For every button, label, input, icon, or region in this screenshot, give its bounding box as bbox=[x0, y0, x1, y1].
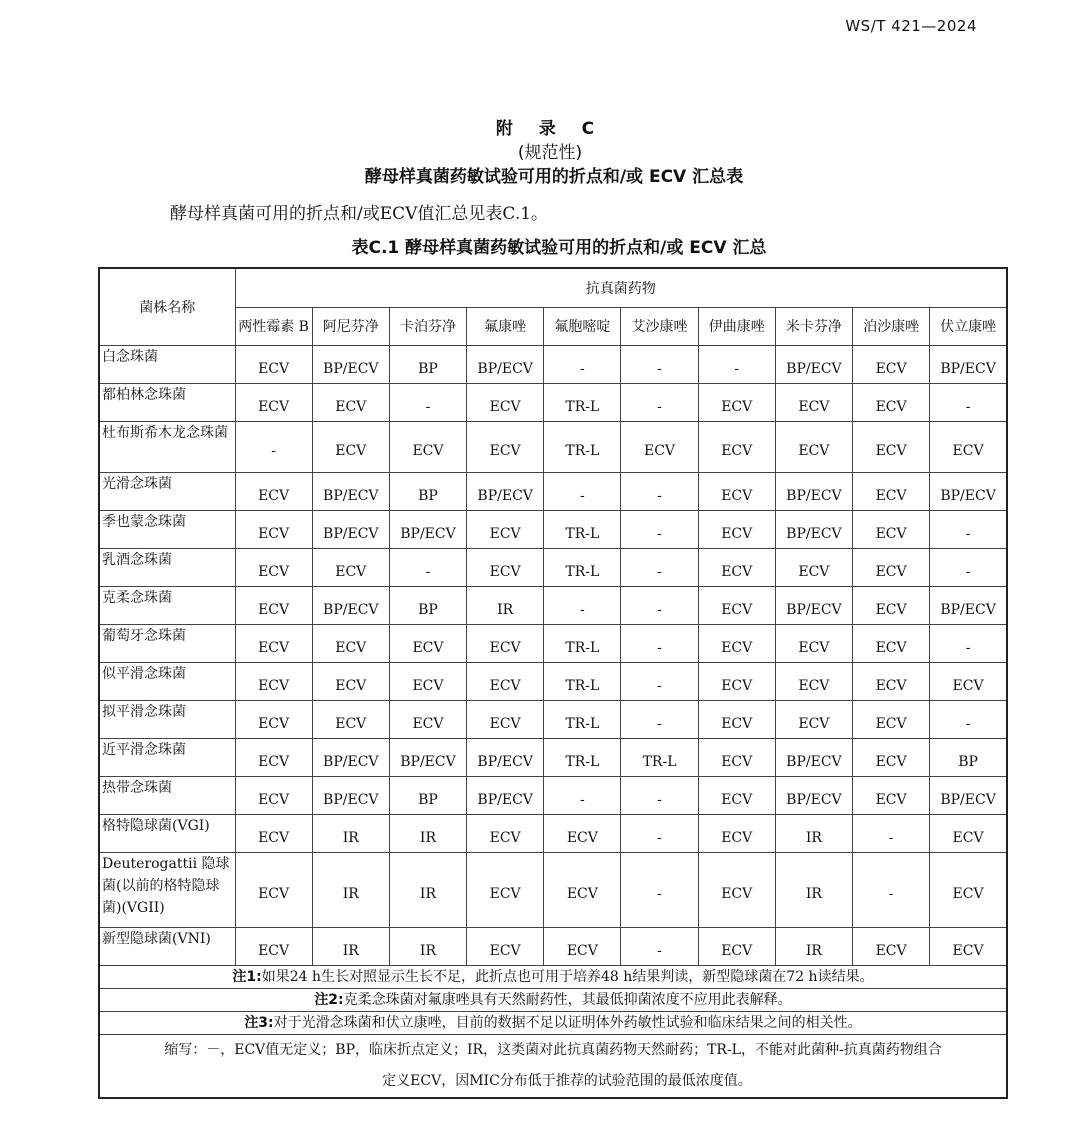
result-cell: BP/ECV bbox=[312, 739, 389, 777]
result-cell: IR bbox=[389, 928, 466, 966]
note-label: 注1: bbox=[232, 969, 262, 985]
result-cell: BP/ECV bbox=[930, 473, 1007, 511]
result-cell: IR bbox=[312, 853, 389, 928]
result-cell: TR-L bbox=[544, 422, 621, 473]
table-row bbox=[99, 815, 1007, 853]
note-row bbox=[99, 966, 1007, 989]
table-row bbox=[99, 739, 1007, 777]
result-cell: ECV bbox=[853, 777, 930, 815]
result-cell: ECV bbox=[853, 625, 930, 663]
strain-name: 似平滑念珠菌 bbox=[99, 663, 235, 701]
result-cell: ECV bbox=[389, 422, 466, 473]
result-cell: BP/ECV bbox=[930, 777, 1007, 815]
drug-group-header: 抗真菌药物 bbox=[235, 268, 1007, 307]
result-cell: - bbox=[621, 928, 698, 966]
strain-name: 拟平滑念珠菌 bbox=[99, 701, 235, 739]
result-cell: ECV bbox=[235, 777, 312, 815]
result-cell: ECV bbox=[930, 815, 1007, 853]
result-cell: - bbox=[621, 625, 698, 663]
result-cell: BP/ECV bbox=[775, 511, 852, 549]
result-cell: ECV bbox=[467, 663, 544, 701]
result-cell: ECV bbox=[698, 625, 775, 663]
normative-label: (规范性) bbox=[517, 143, 583, 163]
result-cell: ECV bbox=[544, 928, 621, 966]
drug-header: 米卡芬净 bbox=[775, 307, 852, 346]
result-cell: BP/ECV bbox=[930, 346, 1007, 384]
result-cell: IR bbox=[312, 815, 389, 853]
drug-header: 艾沙康唑 bbox=[621, 307, 698, 346]
result-cell: ECV bbox=[389, 625, 466, 663]
result-cell: ECV bbox=[930, 928, 1007, 966]
result-cell: IR bbox=[775, 815, 852, 853]
result-cell: ECV bbox=[235, 473, 312, 511]
table-row bbox=[99, 663, 1007, 701]
result-cell: ECV bbox=[312, 384, 389, 422]
result-cell: BP/ECV bbox=[312, 511, 389, 549]
result-cell: ECV bbox=[467, 815, 544, 853]
result-cell: - bbox=[621, 511, 698, 549]
result-cell: ECV bbox=[389, 701, 466, 739]
result-cell: ECV bbox=[698, 815, 775, 853]
document-number: WS/T 421—2024 bbox=[845, 17, 977, 35]
result-cell: ECV bbox=[775, 422, 852, 473]
result-cell: ECV bbox=[312, 422, 389, 473]
result-cell: ECV bbox=[698, 384, 775, 422]
note-body: 克柔念珠菌对氟康唑具有天然耐药性，其最低抑菌浓度不应用此表解释。 bbox=[343, 992, 792, 1008]
result-cell: - bbox=[544, 777, 621, 815]
result-cell: ECV bbox=[698, 701, 775, 739]
strain-name: 热带念珠菌 bbox=[99, 777, 235, 815]
result-cell: ECV bbox=[698, 663, 775, 701]
table-row bbox=[99, 853, 1007, 928]
note-label: 注2: bbox=[314, 992, 344, 1008]
result-cell: - bbox=[621, 815, 698, 853]
result-cell: BP/ECV bbox=[930, 587, 1007, 625]
result-cell: - bbox=[621, 587, 698, 625]
strain-name: 新型隐球菌(VNI) bbox=[99, 928, 235, 966]
table-row bbox=[99, 473, 1007, 511]
table-row bbox=[99, 587, 1007, 625]
table-row bbox=[99, 384, 1007, 422]
result-cell: ECV bbox=[312, 701, 389, 739]
result-cell: - bbox=[930, 511, 1007, 549]
result-cell: - bbox=[621, 384, 698, 422]
result-cell: - bbox=[389, 549, 466, 587]
result-cell: BP bbox=[389, 346, 466, 384]
drug-header: 两性霉素 B bbox=[235, 307, 312, 346]
result-cell: ECV bbox=[698, 777, 775, 815]
abbreviation-text bbox=[99, 1035, 1007, 1099]
result-cell: ECV bbox=[698, 587, 775, 625]
result-cell: ECV bbox=[853, 384, 930, 422]
abbreviation-line-2: 定义ECV，因MIC分布低于推荐的试验范围的最低浓度值。 bbox=[382, 1073, 752, 1089]
result-cell: - bbox=[930, 701, 1007, 739]
drug-header: 氟康唑 bbox=[467, 307, 544, 346]
result-cell: BP/ECV bbox=[467, 473, 544, 511]
result-cell: ECV bbox=[775, 384, 852, 422]
result-cell: ECV bbox=[853, 422, 930, 473]
result-cell: ECV bbox=[467, 511, 544, 549]
result-cell: TR-L bbox=[544, 663, 621, 701]
result-cell: ECV bbox=[775, 663, 852, 701]
table-row bbox=[99, 928, 1007, 966]
result-cell: - bbox=[930, 625, 1007, 663]
strain-name: 光滑念珠菌 bbox=[99, 473, 235, 511]
result-cell: BP/ECV bbox=[312, 587, 389, 625]
result-cell: ECV bbox=[930, 853, 1007, 928]
result-cell: BP/ECV bbox=[389, 739, 466, 777]
strain-name: 葡萄牙念珠菌 bbox=[99, 625, 235, 663]
result-cell: BP/ECV bbox=[467, 739, 544, 777]
result-cell: TR-L bbox=[544, 625, 621, 663]
result-cell: ECV bbox=[853, 928, 930, 966]
abbreviation-line-1: 缩写：－，ECV值无定义；BP，临床折点定义；IR，这类菌对此抗真菌药物天然耐药；TR-L，不能对此菌种-抗真菌药物组合 bbox=[164, 1042, 942, 1058]
strain-name: 杜布斯希木龙念珠菌 bbox=[99, 422, 235, 473]
result-cell: ECV bbox=[389, 663, 466, 701]
table-row bbox=[99, 346, 1007, 384]
result-cell: ECV bbox=[312, 549, 389, 587]
result-cell: - bbox=[544, 587, 621, 625]
result-cell: ECV bbox=[853, 346, 930, 384]
result-cell: ECV bbox=[467, 928, 544, 966]
result-cell: ECV bbox=[235, 346, 312, 384]
result-cell: ECV bbox=[235, 663, 312, 701]
result-cell: ECV bbox=[235, 928, 312, 966]
result-cell: TR-L bbox=[544, 701, 621, 739]
result-cell: ECV bbox=[698, 473, 775, 511]
result-cell: ECV bbox=[235, 625, 312, 663]
result-cell: ECV bbox=[698, 511, 775, 549]
result-cell: ECV bbox=[235, 815, 312, 853]
result-cell: - bbox=[621, 473, 698, 511]
result-cell: ECV bbox=[775, 549, 852, 587]
result-cell: BP/ECV bbox=[467, 346, 544, 384]
table-row bbox=[99, 625, 1007, 663]
result-cell: ECV bbox=[312, 663, 389, 701]
result-cell: ECV bbox=[853, 701, 930, 739]
result-cell: BP/ECV bbox=[775, 777, 852, 815]
result-cell: ECV bbox=[467, 853, 544, 928]
result-cell: BP/ECV bbox=[312, 777, 389, 815]
strain-column-header: 菌株名称 bbox=[99, 268, 235, 346]
drug-header: 卡泊芬净 bbox=[389, 307, 466, 346]
result-cell: ECV bbox=[853, 663, 930, 701]
table-row bbox=[99, 701, 1007, 739]
note-row bbox=[99, 989, 1007, 1012]
result-cell: ECV bbox=[235, 384, 312, 422]
result-cell: IR bbox=[775, 928, 852, 966]
result-cell: - bbox=[235, 422, 312, 473]
note-row bbox=[99, 1012, 1007, 1035]
note-text bbox=[99, 966, 1007, 989]
table-row bbox=[99, 511, 1007, 549]
strain-name: 克柔念珠菌 bbox=[99, 587, 235, 625]
result-cell: IR bbox=[312, 928, 389, 966]
result-cell: IR bbox=[389, 853, 466, 928]
note-text bbox=[99, 1012, 1007, 1035]
result-cell: ECV bbox=[467, 701, 544, 739]
result-cell: ECV bbox=[853, 549, 930, 587]
result-cell: ECV bbox=[853, 739, 930, 777]
result-cell: - bbox=[930, 384, 1007, 422]
breakpoint-table bbox=[98, 267, 1008, 1099]
result-cell: BP bbox=[389, 777, 466, 815]
note-body: 如果24 h生长对照显示生长不足，此折点也可用于培养48 h结果判读，新型隐球菌在72 h读结果。 bbox=[261, 969, 874, 985]
result-cell: - bbox=[621, 701, 698, 739]
drug-header: 氟胞嘧啶 bbox=[544, 307, 621, 346]
result-cell: - bbox=[930, 549, 1007, 587]
result-cell: TR-L bbox=[544, 549, 621, 587]
result-cell: ECV bbox=[544, 853, 621, 928]
table-caption: 表C.1 酵母样真菌药敏试验可用的折点和/或 ECV 汇总 bbox=[351, 238, 767, 258]
result-cell: ECV bbox=[930, 422, 1007, 473]
result-cell: ECV bbox=[698, 928, 775, 966]
note-label: 注3: bbox=[244, 1015, 274, 1031]
result-cell: ECV bbox=[235, 853, 312, 928]
result-cell: BP/ECV bbox=[775, 587, 852, 625]
intro-paragraph: 酵母样真菌可用的折点和/或ECV值汇总见表C.1。 bbox=[170, 204, 549, 224]
result-cell: TR-L bbox=[621, 739, 698, 777]
result-cell: ECV bbox=[775, 625, 852, 663]
result-cell: ECV bbox=[698, 853, 775, 928]
result-cell: TR-L bbox=[544, 511, 621, 549]
result-cell: - bbox=[853, 815, 930, 853]
strain-name: 白念珠菌 bbox=[99, 346, 235, 384]
table-row bbox=[99, 422, 1007, 473]
abbreviation-row bbox=[99, 1035, 1007, 1099]
appendix-heading: 酵母样真菌药敏试验可用的折点和/或 ECV 汇总表 bbox=[364, 167, 744, 187]
result-cell: ECV bbox=[544, 815, 621, 853]
result-cell: ECV bbox=[235, 739, 312, 777]
result-cell: - bbox=[544, 473, 621, 511]
result-cell: TR-L bbox=[544, 739, 621, 777]
result-cell: IR bbox=[389, 815, 466, 853]
result-cell: ECV bbox=[698, 739, 775, 777]
drug-header: 伊曲康唑 bbox=[698, 307, 775, 346]
strain-name: 近平滑念珠菌 bbox=[99, 739, 235, 777]
result-cell: IR bbox=[467, 587, 544, 625]
result-cell: - bbox=[544, 346, 621, 384]
table-row bbox=[99, 777, 1007, 815]
result-cell: ECV bbox=[853, 511, 930, 549]
drug-header: 泊沙康唑 bbox=[853, 307, 930, 346]
table-row bbox=[99, 549, 1007, 587]
result-cell: - bbox=[853, 853, 930, 928]
result-cell: BP/ECV bbox=[389, 511, 466, 549]
result-cell: BP/ECV bbox=[775, 346, 852, 384]
result-cell: - bbox=[621, 549, 698, 587]
result-cell: - bbox=[621, 777, 698, 815]
result-cell: TR-L bbox=[544, 384, 621, 422]
drug-header: 伏立康唑 bbox=[930, 307, 1007, 346]
appendix-title: 附 录 C bbox=[495, 119, 605, 139]
result-cell: BP/ECV bbox=[467, 777, 544, 815]
drug-header: 阿尼芬净 bbox=[312, 307, 389, 346]
result-cell: BP/ECV bbox=[775, 739, 852, 777]
strain-name: 乳酒念珠菌 bbox=[99, 549, 235, 587]
strain-name: 格特隐球菌(VGI) bbox=[99, 815, 235, 853]
result-cell: ECV bbox=[775, 701, 852, 739]
result-cell: BP bbox=[389, 587, 466, 625]
result-cell: ECV bbox=[853, 587, 930, 625]
result-cell: ECV bbox=[621, 422, 698, 473]
result-cell: ECV bbox=[467, 422, 544, 473]
result-cell: BP/ECV bbox=[775, 473, 852, 511]
result-cell: - bbox=[698, 346, 775, 384]
result-cell: - bbox=[621, 663, 698, 701]
strain-name: 季也蒙念珠菌 bbox=[99, 511, 235, 549]
result-cell: ECV bbox=[698, 422, 775, 473]
note-text bbox=[99, 989, 1007, 1012]
result-cell: - bbox=[621, 853, 698, 928]
result-cell: ECV bbox=[467, 625, 544, 663]
result-cell: ECV bbox=[467, 384, 544, 422]
result-cell: BP bbox=[389, 473, 466, 511]
note-body: 对于光滑念珠菌和伏立康唑，目前的数据不足以证明体外药敏性试验和临床结果之间的相关性。 bbox=[273, 1015, 862, 1031]
result-cell: BP/ECV bbox=[312, 346, 389, 384]
result-cell: ECV bbox=[235, 549, 312, 587]
result-cell: ECV bbox=[235, 511, 312, 549]
result-cell: ECV bbox=[312, 625, 389, 663]
result-cell: ECV bbox=[698, 549, 775, 587]
result-cell: ECV bbox=[235, 587, 312, 625]
result-cell: - bbox=[389, 384, 466, 422]
strain-name: Deuterogattii 隐球菌(以前的格特隐球菌)(VGII) bbox=[99, 853, 235, 928]
result-cell: BP bbox=[930, 739, 1007, 777]
result-cell: ECV bbox=[467, 549, 544, 587]
result-cell: BP/ECV bbox=[312, 473, 389, 511]
result-cell: ECV bbox=[853, 473, 930, 511]
result-cell: ECV bbox=[930, 663, 1007, 701]
result-cell: - bbox=[621, 346, 698, 384]
strain-name: 都柏林念珠菌 bbox=[99, 384, 235, 422]
result-cell: ECV bbox=[235, 701, 312, 739]
result-cell: IR bbox=[775, 853, 852, 928]
